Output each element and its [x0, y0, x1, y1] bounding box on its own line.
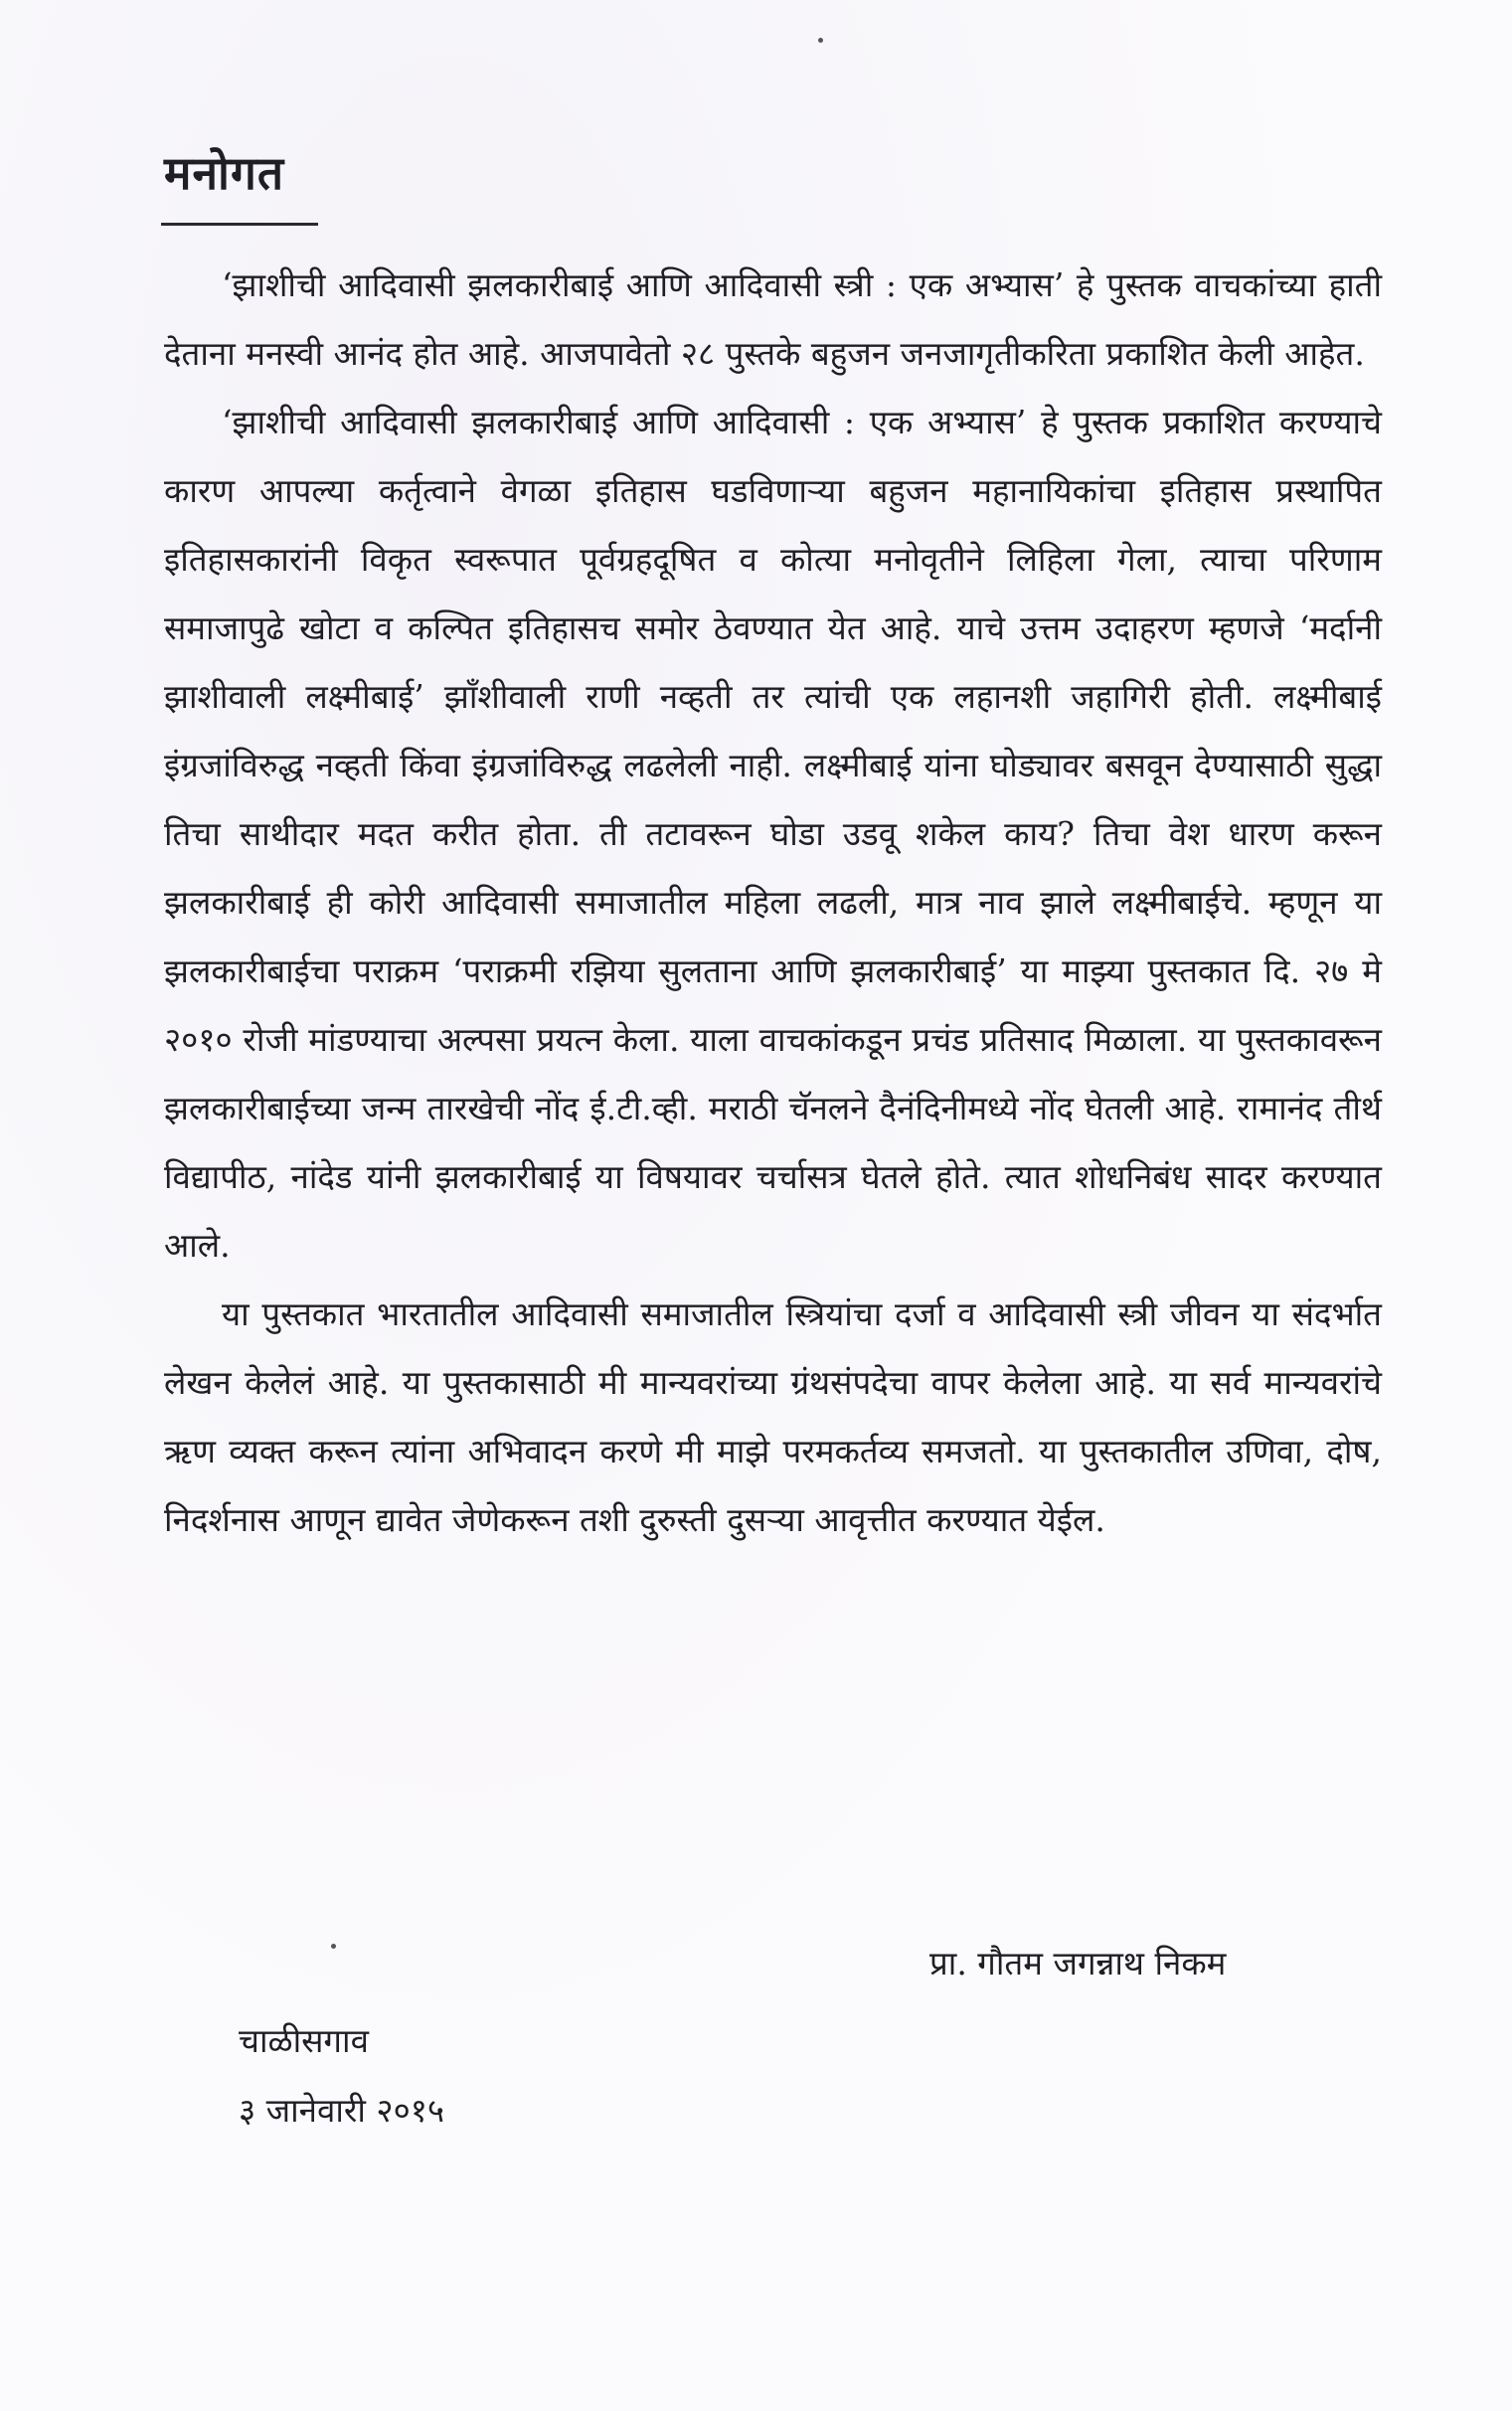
paper-speck: [331, 1944, 336, 1949]
page-heading: मनोगत: [164, 146, 285, 200]
paragraph-3: या पुस्तकात भारतातील आदिवासी समाजातील स्त्रियांचा दर्जा व आदिवासी स्त्री जीवन या संदर्भात लेखन केलेलं आहे. या पुस्तकासाठी मी मान्यवरांच्या ग्रंथसंपदेचा वापर केलेला आहे. या सर्व मान्यवरांचे ऋण व्यक्त करून त्यांना अभिवादन करणे मी माझे परमकर्तव्य समजतो. या पुस्तकातील उणिवा, दोष, निदर्शनास आणून द्यावेत जेणेकरून तशी दुरुस्ती दुसऱ्या आवृत्तीत करण्यात येईल.: [164, 1294, 1382, 1539]
date-line: ३ जानेवारी २०१५: [239, 2091, 445, 2130]
heading-underline: [161, 223, 318, 226]
place-name: चाळीसगाव: [239, 2021, 369, 2060]
paper-speck: [818, 38, 823, 43]
author-signature: प्रा. गौतम जगन्नाथ निकम: [929, 1944, 1227, 1982]
preface-body: [164, 251, 1382, 1554]
paragraph-2: ‘झाशीची आदिवासी झलकारीबाई आणि आदिवासी : एक अभ्यास’ हे पुस्तक प्रकाशित करण्याचे कारण आपल्या कर्तृत्वाने वेगळा इतिहास घडविणाऱ्या बहुजन महानायिकांचा इतिहास प्रस्थापित इतिहासकारांनी विकृत स्वरूपात पूर्वग्रहदूषित व कोत्या मनोवृतीने लिहिला गेला, त्याचा परिणाम समाजापुढे खोटा व कल्पित इतिहासच समोर ठेवण्यात येत आहे. याचे उत्तम उदाहरण म्हणजे ‘मर्दानी झाशीवाली लक्ष्मीबाई’ झाँशीवाली राणी नव्हती तर त्यांची एक लहानशी जहागिरी होती. लक्ष्मीबाई इंग्रजांविरुद्ध नव्हती किंवा इंग्रजांविरुद्ध लढलेली नाही. लक्ष्मीबाई यांना घोड्यावर बसवून देण्यासाठी सुद्धा तिचा साथीदार मदत करीत होता. ती तटावरून घोडा उडवू शकेल काय? तिचा वेश धारण करून झलकारीबाई ही कोरी आदिवासी समाजातील महिला लढली, मात्र नाव झाले लक्ष्मीबाईचे. म्हणून या झलकारीबाईचा पराक्रम ‘पराक्रमी रझिया सुलताना आणि झलकारीबाई’ या माझ्या पुस्तकात दि. २७ मे २०१० रोजी मांडण्याचा अल्पसा प्रयत्न केला. याला वाचकांकडून प्रचंड प्रतिसाद मिळाला. या पुस्तकावरून झलकारीबाईच्या जन्म तारखेची नोंद ई.टी.व्ही. मराठी चॅनलने दैनंदिनीमध्ये नोंद घेतली आहे. रामानंद तीर्थ विद्यापीठ, नांदेड यांनी झलकारीबाई या विषयावर चर्चासत्र घेतले होते. त्यात शोधनिबंध सादर करण्यात आले.: [164, 403, 1382, 1265]
paragraph-1: ‘झाशीची आदिवासी झलकारीबाई आणि आदिवासी स्त्री : एक अभ्यास’ हे पुस्तक वाचकांच्या हाती देताना मनस्वी आनंद होत आहे. आजपावेतो २८ पुस्तके बहुजन जनजागृतीकरिता प्रकाशित केली आहेत.: [164, 265, 1382, 373]
